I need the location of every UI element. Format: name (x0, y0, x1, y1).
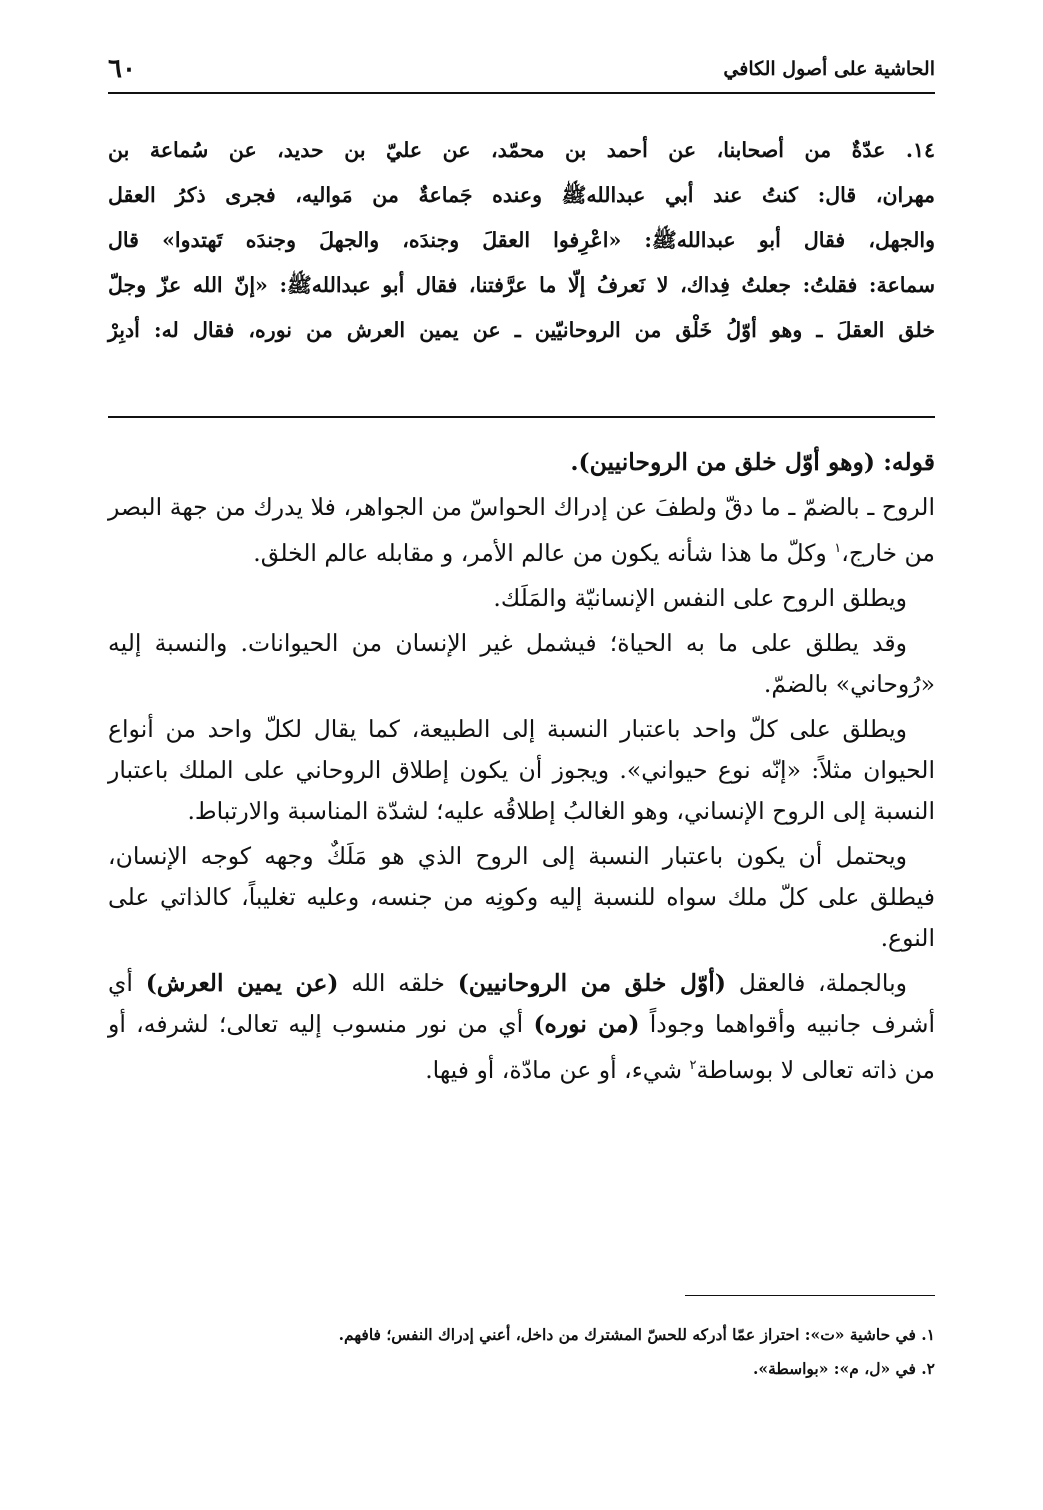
hadith-line: خلق العقلَ ـ وهو أوّلُ خَلْق من الروحانيّين ـ عن يمين العرش من نوره، فقال له: أدبِرْ (108, 318, 935, 342)
hadith-text (108, 128, 935, 353)
commentary-paragraph (108, 963, 935, 1091)
running-title: الحاشية على أصول الكافي (723, 58, 935, 80)
commentary-paragraph: ويحتمل أن يكون باعتبار النسبة إلى الروح الذي هو مَلَكٌ وجهه كوجه الإنسان، فيطلق على كلّ ملك سواه للنسبة إليه وكونِه من جنسه، وعليه تغليباً، كالذاتي على النوع. (108, 841, 935, 952)
paragraph-text: شيء، أو عن مادّة، أو فيها. (425, 1055, 690, 1084)
commentary-paragraph (108, 487, 935, 574)
commentary-heading: قوله: (وهو أوّل خلق من الروحانيين). (570, 448, 935, 476)
commentary-paragraph: ويطلق على كلّ واحد باعتبار النسبة إلى الطبيعة، كما يقال لكلّ واحد من أنواع الحيوان مثلاً: «إنّه نوع حيواني». ويجوز أن يكون إطلاق الروحاني على الملك باعتبار النسبة إلى الروح الإنساني، وهو الغالبُ إطلاقُه عليه؛ لشدّة المناسبة والارتباط. (108, 714, 935, 825)
footnote-divider (685, 1295, 935, 1296)
quoted-phrase: (عن يمين العرش) (145, 968, 339, 997)
hadith-line: مهران، قال: كنتُ عند أبي عبداللهﷺ وعنده جَماعةٌ من مَواليه، فجرى ذكرُ العقل (108, 183, 935, 207)
footnote: ٢. في «ل، م»: «بواسطة». (752, 1359, 935, 1378)
footnote-ref: ٢ (689, 1057, 697, 1073)
quoted-phrase: (أوّل خلق من الروحانيين) (457, 968, 726, 997)
footnotes (108, 1318, 935, 1386)
quoted-phrase: (من نوره) (533, 1009, 640, 1038)
paragraph-text: الروح ـ بالضمّ ـ ما دقّ ولطفَ عن إدراك الحواسّ من الجواهر، فلا يدرك من جهة البصر من خارج، (108, 493, 935, 567)
commentary-paragraph: وقد يطلق على ما به الحياة؛ فيشمل غير الإنسان من الحيوانات. والنسبة إليه «رُوحاني» بالضمّ. (108, 628, 935, 698)
footnote-ref: ١ (834, 541, 842, 556)
hadith-line: سماعة: فقلتُ: جعلتُ فِداك، لا نَعرفُ إلّا ما عرَّفتنا، فقال أبو عبداللهﷺ: «إنّ الله عزّ وجلّ (108, 273, 935, 297)
commentary-text (108, 442, 935, 1095)
section-divider (108, 416, 935, 418)
hadith-line: ١٤. عدّةٌ من أصحابنا، عن أحمد بن محمّد، عن عليّ بن حديد، عن سُماعة بن (108, 138, 935, 162)
footnote: ١. في حاشية «ت»: احتراز عمّا أدركه للحسّ المشترك من داخل، أعني إدراك النفس؛ فافهم. (338, 1325, 935, 1344)
page-header (108, 52, 935, 94)
hadith-line: والجهل، فقال أبو عبداللهﷺ: «اعْرِفوا العقلَ وجندَه، والجهلَ وجندَه تَهتدوا» قال (108, 228, 935, 252)
paragraph-text: أي أشرف جانبيه وأقواهما وجوداً (108, 968, 935, 1038)
paragraph-text: وبالجملة، فالعقل (725, 968, 907, 997)
commentary-paragraph: ويطلق الروح على النفس الإنسانيّة والمَلَك. (493, 583, 907, 612)
paragraph-text: أي من نور منسوب إليه تعالى؛ لشرفه، أو من ذاته تعالى لا بوساطة (108, 1009, 935, 1084)
paragraph-text: وكلّ ما هذا شأنه يكون من عالم الأمر، و مقابله عالم الخلق. (253, 538, 835, 567)
paragraph-text: خلقه الله (338, 968, 458, 997)
page-number: ٦٠ (108, 54, 136, 84)
